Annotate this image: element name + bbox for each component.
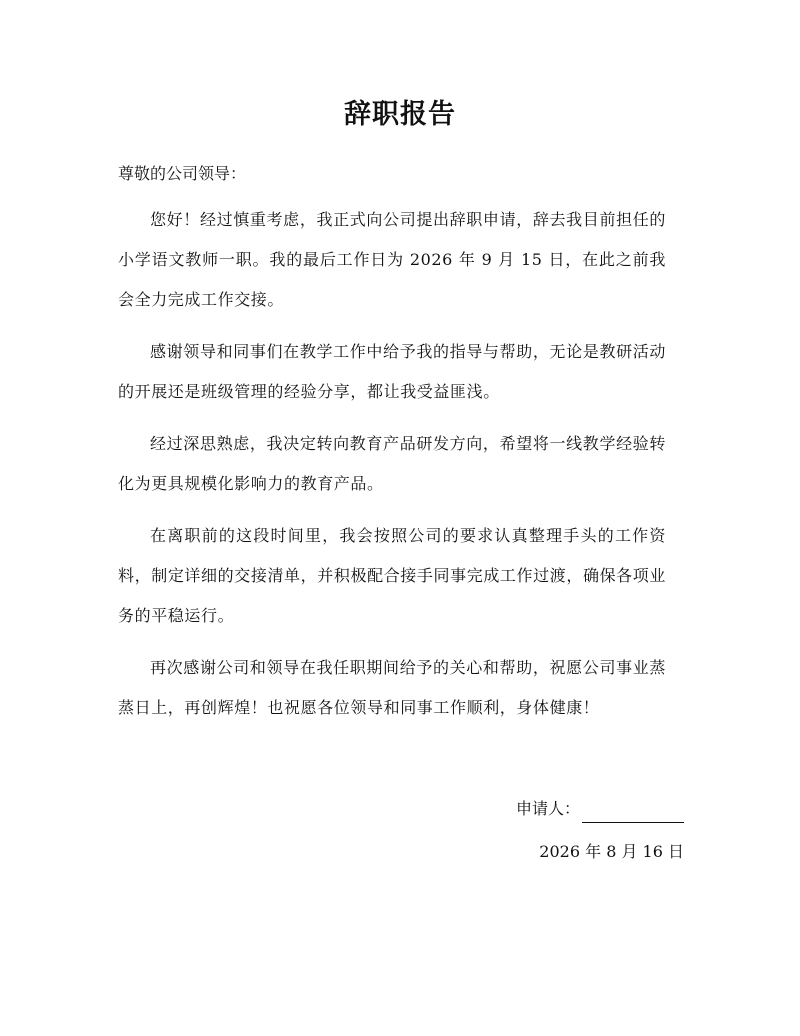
signature-line[interactable] xyxy=(582,804,684,823)
body-paragraph-1: 您好！经过慎重考虑，我正式向公司提出辞职申请，辞去我目前担任的小学语文教师一职。我的最后工作日为 2026 年 9 月 15 日，在此之前我会全力完成工作交接。 xyxy=(118,210,666,309)
document-title: 辞职报告 xyxy=(344,99,456,130)
body-paragraph-3: 经过深思熟虑，我决定转向教育产品研发方向，希望将一线教学经验转化为更具规模化影响力的教育产品。 xyxy=(118,434,666,493)
letter-body xyxy=(118,200,666,740)
body-paragraph-5: 再次感谢公司和领导在我任职期间给予的关心和帮助，祝愿公司事业蒸蒸日上，再创辉煌！也祝愿各位领导和同事工作顺利，身体健康！ xyxy=(118,658,666,717)
body-paragraph-2: 感谢领导和同事们在教学工作中给予我的指导与帮助，无论是教研活动的开展还是班级管理的经验分享，都让我受益匪浅。 xyxy=(118,342,666,401)
applicant-signature-row xyxy=(400,795,684,823)
body-paragraph-4: 在离职前的这段时间里，我会按照公司的要求认真整理手头的工作资料，制定详细的交接清单，并积极配合接手同事完成工作过渡，确保各项业务的平稳运行。 xyxy=(118,526,666,625)
salutation: 尊敬的公司领导： xyxy=(118,164,247,183)
applicant-label: 申请人： xyxy=(515,799,580,818)
letter-date: 2026 年 8 月 16 日 xyxy=(539,842,684,861)
